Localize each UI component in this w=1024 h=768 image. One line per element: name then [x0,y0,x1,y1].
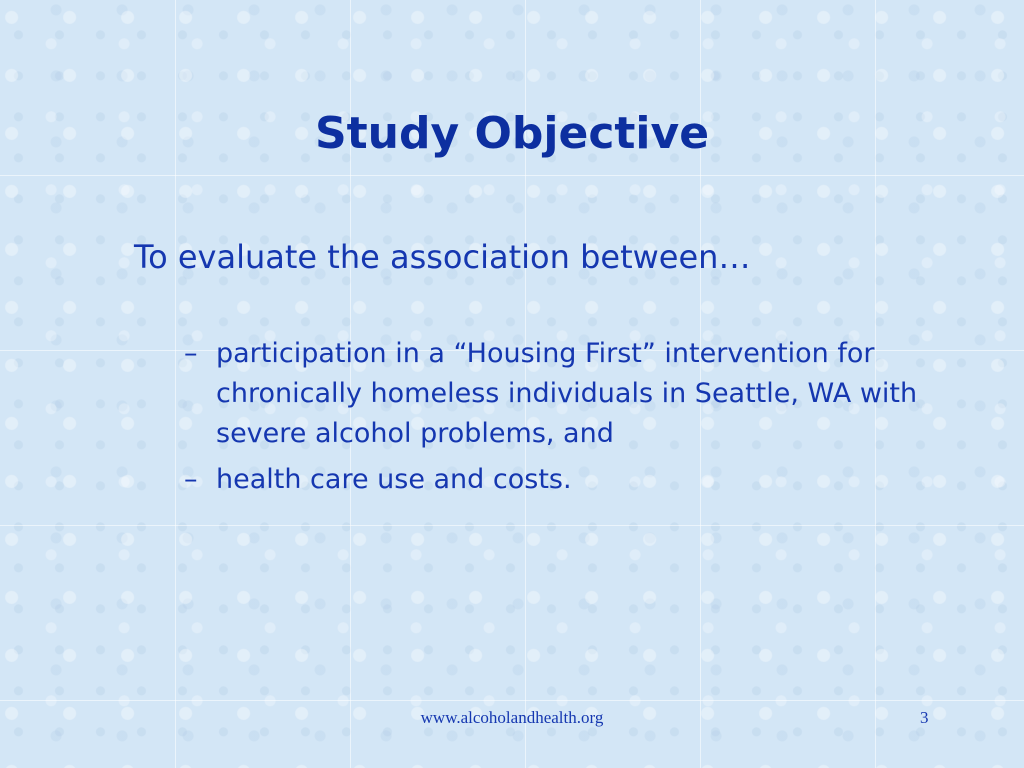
bullet-text: health care use and costs. [216,464,572,495]
grid-line [0,175,1024,176]
bullet-text: participation in a “Housing First” intervention for chronically homeless individuals in Seattle, WA with severe alcohol problems, and [216,338,918,449]
footer-url: www.alcoholandhealth.org [420,708,604,727]
bullet-item [184,334,924,454]
lead-text: To evaluate the association between… [134,238,751,276]
page-number: 3 [920,708,929,727]
grid-line [0,700,1024,701]
bullet-item [184,460,924,500]
grid-line [0,525,1024,526]
slide-title: Study Objective [314,108,710,159]
bullet-list [184,334,924,506]
bullet-marker: – [184,464,198,495]
bullet-marker: – [184,338,198,369]
